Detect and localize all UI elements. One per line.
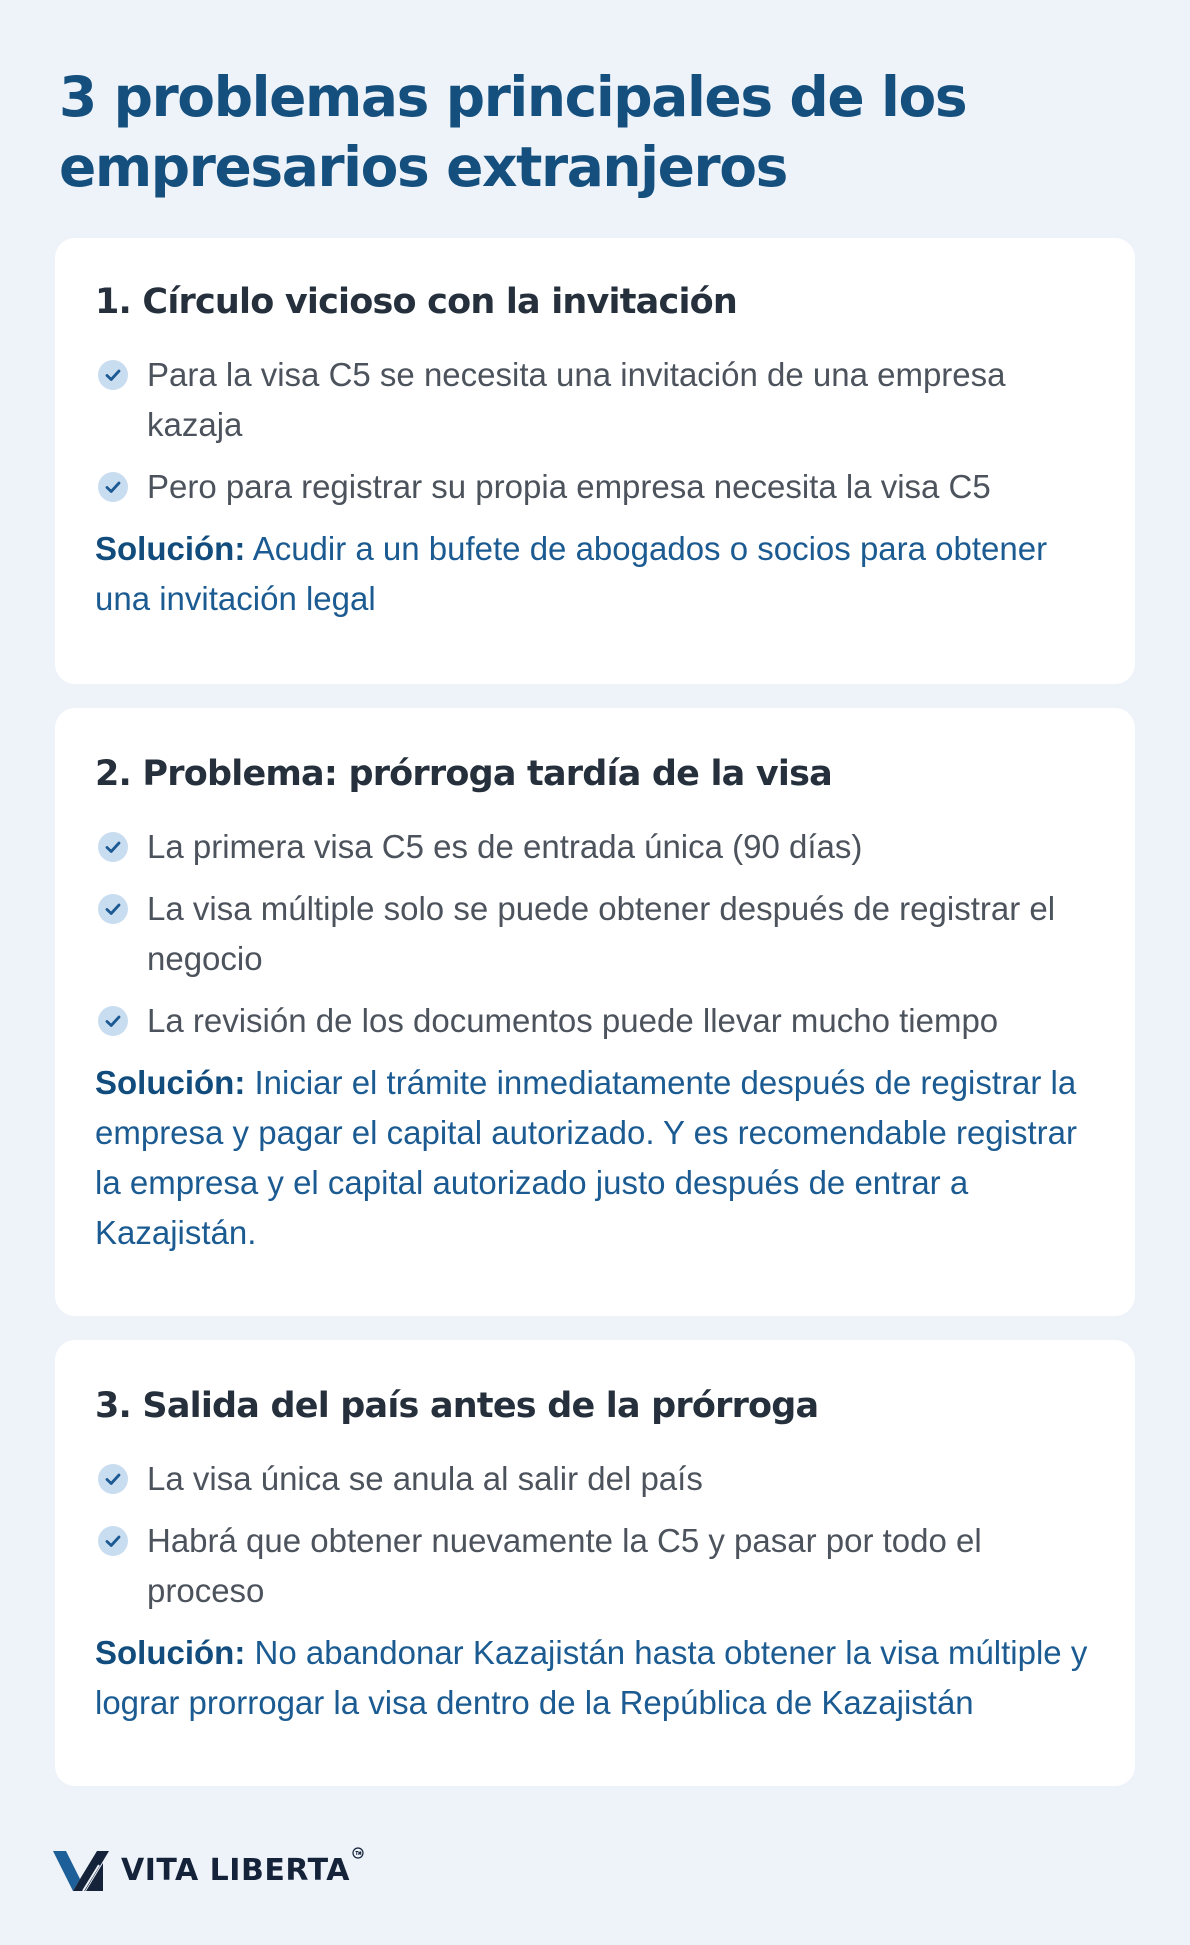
bullet-text: La visa única se anula al salir del país bbox=[147, 1460, 703, 1497]
problem-heading: 3. Salida del país antes de la prórroga bbox=[95, 1386, 819, 1426]
bullet-list bbox=[95, 1454, 1095, 1616]
bullet-text: La revisión de los documentos puede llevar mucho tiempo bbox=[147, 1002, 999, 1039]
trademark-icon bbox=[352, 1847, 364, 1859]
bullet-text: La primera visa C5 es de entrada única (90 días) bbox=[147, 828, 863, 865]
check-circle-icon bbox=[98, 1006, 128, 1036]
list-item bbox=[95, 996, 1095, 1046]
brand-name-text: VITA LIBERTA bbox=[121, 1852, 350, 1888]
solution-paragraph bbox=[95, 524, 1095, 624]
list-item bbox=[95, 1516, 1095, 1616]
check-circle-icon bbox=[98, 360, 128, 390]
solution-paragraph bbox=[95, 1058, 1095, 1258]
list-item bbox=[95, 822, 1095, 872]
bullet-text: Pero para registrar su propia empresa necesita la visa C5 bbox=[147, 468, 991, 505]
vl-logo-icon bbox=[53, 1847, 111, 1893]
brand-logo bbox=[53, 1846, 350, 1894]
bullet-list bbox=[95, 350, 1095, 512]
check-circle-icon bbox=[98, 1464, 128, 1494]
bullet-list bbox=[95, 822, 1095, 1046]
list-item bbox=[95, 884, 1095, 984]
brand-name bbox=[121, 1853, 350, 1888]
check-circle-icon bbox=[98, 832, 128, 862]
solution-label: Solución: bbox=[95, 530, 246, 567]
check-circle-icon bbox=[98, 472, 128, 502]
solution-label: Solución: bbox=[95, 1634, 246, 1671]
bullet-text: Habrá que obtener nuevamente la C5 y pasar por todo el proceso bbox=[147, 1522, 982, 1609]
bullet-text: Para la visa C5 se necesita una invitación de una empresa kazaja bbox=[147, 356, 1006, 443]
solution-text: No abandonar Kazajistán hasta obtener la visa múltiple y lograr prorrogar la visa dentro de la República de Kazajistán bbox=[95, 1634, 1088, 1721]
bullet-text: La visa múltiple solo se puede obtener después de registrar el negocio bbox=[147, 890, 1056, 977]
solution-text: Iniciar el trámite inmediatamente después de registrar la empresa y pagar el capital autorizado. Y es recomendable registrar la empresa y el capital autorizado justo después de entrar a Kazajistán. bbox=[95, 1064, 1077, 1251]
check-circle-icon bbox=[98, 1526, 128, 1556]
check-circle-icon bbox=[98, 894, 128, 924]
problem-card-2 bbox=[55, 708, 1135, 1316]
solution-text: Acudir a un bufete de abogados o socios para obtener una invitación legal bbox=[95, 530, 1048, 617]
solution-label: Solución: bbox=[95, 1064, 246, 1101]
list-item bbox=[95, 462, 1095, 512]
problem-card-1 bbox=[55, 238, 1135, 684]
problem-heading: 1. Círculo vicioso con la invitación bbox=[95, 282, 738, 322]
problem-heading: 2. Problema: prórroga tardía de la visa bbox=[95, 754, 832, 794]
problem-card-3 bbox=[55, 1340, 1135, 1786]
solution-paragraph bbox=[95, 1628, 1095, 1728]
list-item bbox=[95, 350, 1095, 450]
page-title: 3 problemas principales de los empresarios extranjeros bbox=[59, 65, 967, 199]
list-item bbox=[95, 1454, 1095, 1504]
